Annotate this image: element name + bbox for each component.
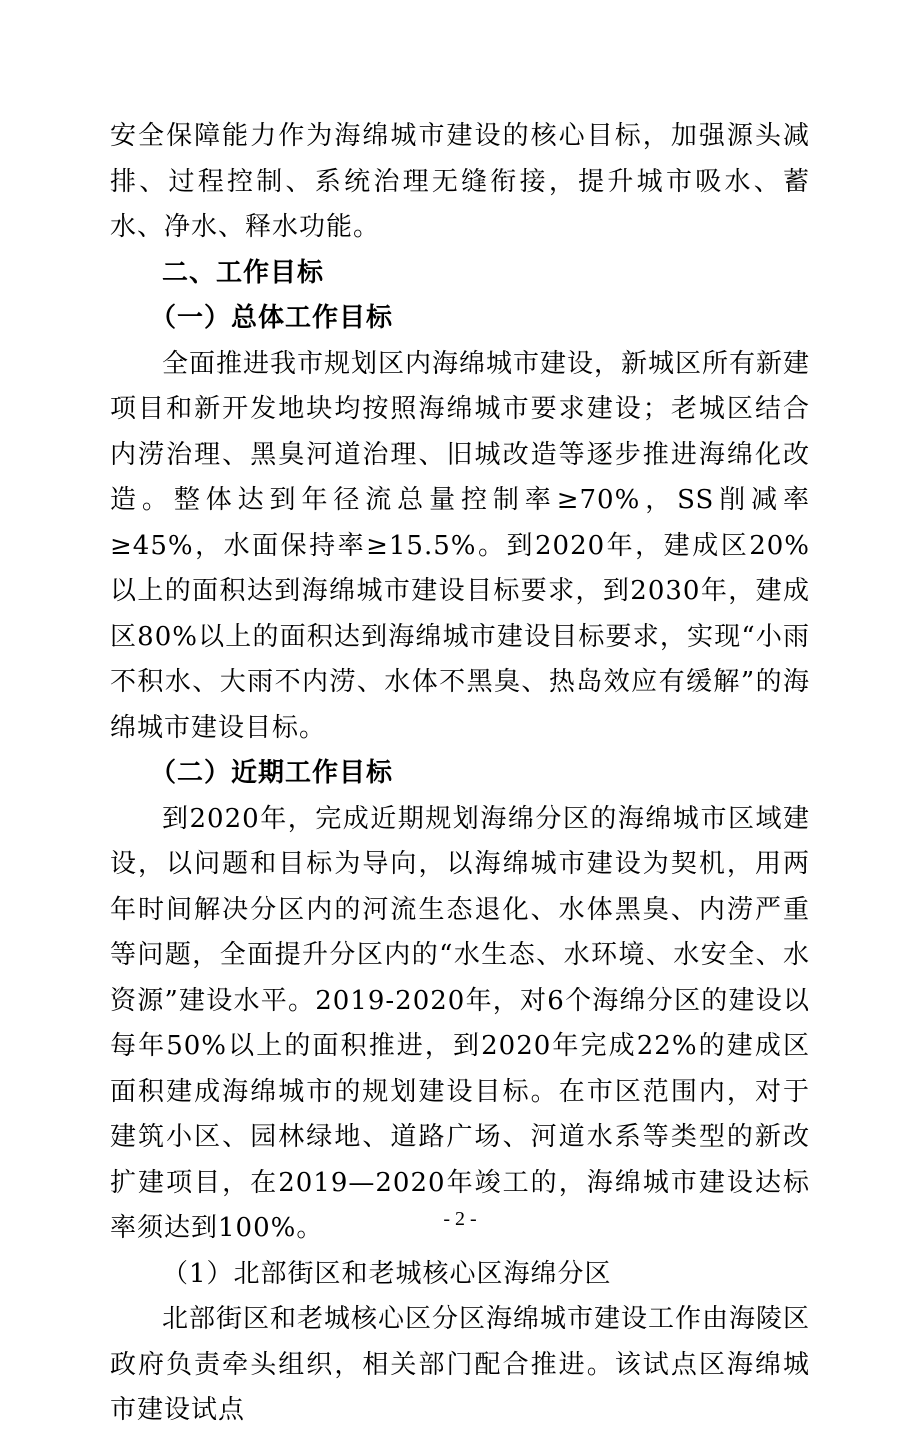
paragraph-near-term-goals: 到2020年，完成近期规划海绵分区的海绵城市区域建设，以问题和目标为导向，以海绵城市建设为契机，用两年时间解决分区内的河流生态退化、水体黑臭、内涝严重等问题，全面提升分区内的“水生态、水环境、水安全、水资源”建设水平。2019-2020年，对6个海绵分区的建设以每年50%以上的面积推进，到2020年完成22%的建成区面积建成海绵城市的规划建设目标。在市区范围内，对于建筑小区、园林绿地、道路广场、河道水系等类型的新改扩建项目，在2019—2020年竣工的，海绵城市建设达标率须达到100%。 bbox=[110, 803, 810, 1243]
item-northern-district: （1）北部街区和老城核心区海绵分区 bbox=[162, 1258, 612, 1289]
paragraph-overall-goals: 全面推进我市规划区内海绵城市建设，新城区所有新建项目和新开发地块均按照海绵城市要求建设；老城区结合内涝治理、黑臭河道治理、旧城改造等逐步推进海绵化改造。整体达到年径流总量控制率≥70%，SS削减率≥45%，水面保持率≥15.5%。到2020年，建成区20%以上的面积达到海绵城市建设目标要求，到2030年，建成区80%以上的面积达到海绵城市建设目标要求，实现“小雨不积水、大雨不内涝、水体不黑臭、热岛效应有缓解”的海绵城市建设目标。 bbox=[110, 348, 811, 743]
subheading-overall-goals: （一）总体工作目标 bbox=[150, 303, 394, 333]
document-body bbox=[110, 114, 810, 1434]
section-heading-work-goals: 二、工作目标 bbox=[162, 257, 325, 288]
paragraph-continued: 安全保障能力作为海绵城市建设的核心目标，加强源头减排、过程控制、系统治理无缝衔接，提升城市吸水、蓄水、净水、释水功能。 bbox=[110, 121, 810, 242]
paragraph-northern-district: 北部街区和老城核心区分区海绵城市建设工作由海陵区政府负责牵头组织，相关部门配合推进。该试点区海绵城市建设试点 bbox=[110, 1304, 811, 1425]
subheading-near-term-goals: （二）近期工作目标 bbox=[150, 758, 394, 788]
page-number: - 2 - bbox=[443, 1208, 477, 1230]
